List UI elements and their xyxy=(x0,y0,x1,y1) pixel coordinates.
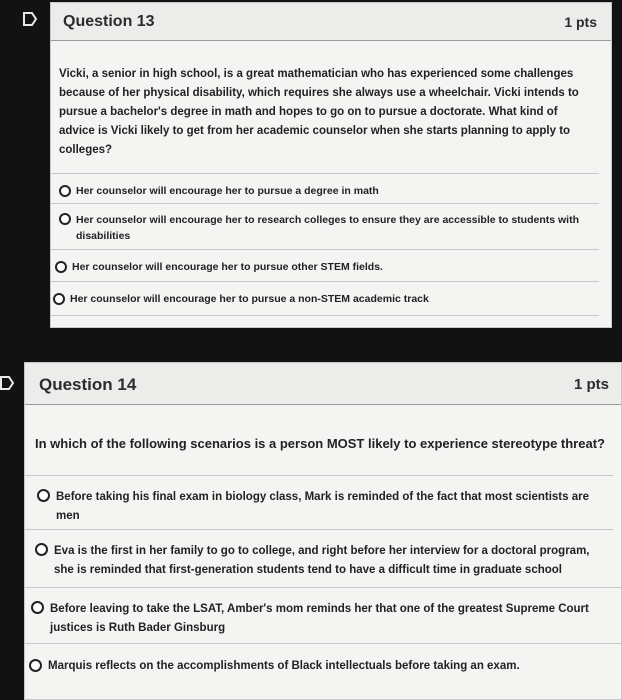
question-title: Question 13 xyxy=(63,13,155,30)
question-title: Question 14 xyxy=(39,375,137,394)
divider xyxy=(51,315,599,316)
flag-question-icon[interactable] xyxy=(22,12,38,26)
question-text: In which of the following scenarios is a person MOST likely to experience stereotype threat? xyxy=(35,436,605,451)
flag-question-icon[interactable] xyxy=(0,376,16,390)
question-13-header xyxy=(51,3,611,41)
answer-option[interactable] xyxy=(25,643,622,689)
question-text: Vicki, a senior in high school, is a great mathematician who has experienced some challenges because of her physical disability, which requires she always use a wheelchair. Vicki intends to pursue a bachelor's degree in math and hopes to go on to pursue a doctorate. What kind of advice is Vicki likely to get from her academic counselor when she starts planning to apply to colleges? xyxy=(59,68,579,156)
answer-option[interactable] xyxy=(51,173,599,203)
option-label: Marquis reflects on the accomplishments of Black intellectuals before taking an exam. xyxy=(48,660,520,672)
option-label: Before leaving to take the LSAT, Amber's mom reminds her that one of the greatest Supreme Court justices is Ruth Bader Ginsburg xyxy=(50,603,589,634)
question-points: 1 pts xyxy=(573,376,609,393)
option-label: Her counselor will encourage her to research colleges to ensure they are accessible to students with disabilities xyxy=(76,214,580,242)
option-label: Eva is the first in her family to go to college, and right before her interview for a doctoral program, she is reminded that first-generation students tend to have a difficult time in graduate school xyxy=(54,545,590,576)
question-14-card xyxy=(24,362,622,700)
radio-button[interactable] xyxy=(37,489,50,502)
radio-button[interactable] xyxy=(53,293,65,305)
answer-option[interactable] xyxy=(51,203,599,249)
radio-button[interactable] xyxy=(59,213,71,225)
radio-button[interactable] xyxy=(35,543,48,556)
radio-button[interactable] xyxy=(29,659,42,672)
question-points: 1 pts xyxy=(564,14,597,30)
radio-button[interactable] xyxy=(31,601,44,614)
question-14-header xyxy=(25,363,621,405)
question-13-card xyxy=(50,2,612,328)
answer-option[interactable] xyxy=(51,249,599,281)
option-label: Her counselor will encourage her to pursue a degree in math xyxy=(76,185,379,197)
answer-option[interactable] xyxy=(25,475,613,529)
answer-option[interactable] xyxy=(25,587,622,643)
radio-button[interactable] xyxy=(59,185,71,197)
answer-option[interactable] xyxy=(51,281,599,317)
option-label: Her counselor will encourage her to pursue other STEM fields. xyxy=(72,261,383,273)
option-label: Before taking his final exam in biology class, Mark is reminded of the fact that most scientists are men xyxy=(56,491,589,522)
radio-button[interactable] xyxy=(55,261,67,273)
answer-option[interactable] xyxy=(25,529,613,587)
option-label: Her counselor will encourage her to pursue a non-STEM academic track xyxy=(70,293,429,305)
